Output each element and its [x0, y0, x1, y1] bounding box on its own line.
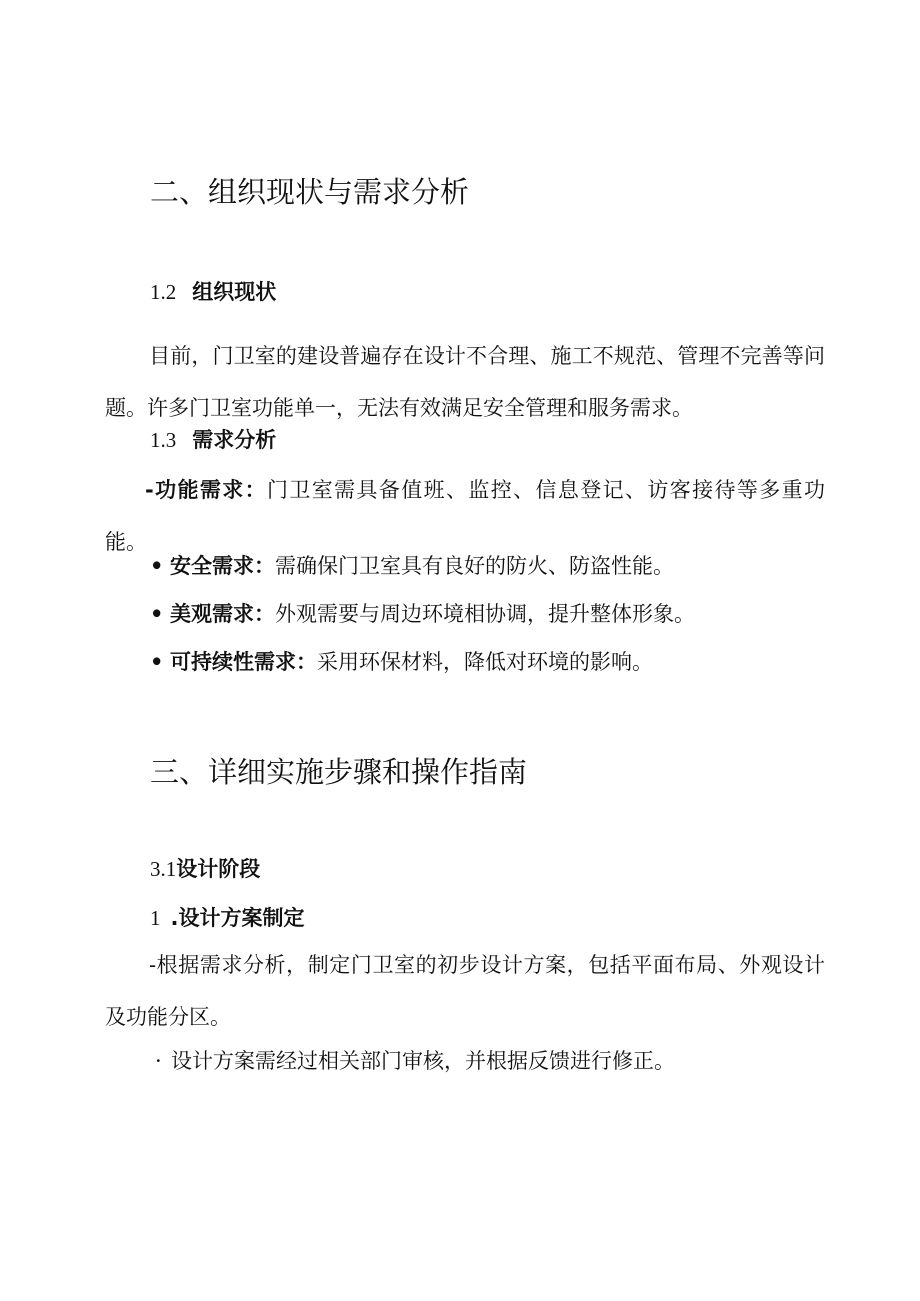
section-2-heading: 二、组织现状与需求分析	[150, 175, 470, 209]
functional-need-text: 门卫室需具备值班、监控、信息登记、访客接待等多重功能。	[105, 478, 826, 554]
bullet-item-safety	[150, 550, 674, 580]
design-plan-paragraph	[105, 939, 825, 1043]
subsection-title: 需求分析	[192, 428, 277, 452]
subsection-3-1-heading	[150, 853, 260, 883]
subsection-number: 3.1	[150, 857, 177, 881]
status-paragraph	[105, 330, 825, 434]
design-plan-text: -根据需求分析，制定门卫室的初步设计方案，包括平面布局、外观设计及功能分区。	[105, 953, 825, 1029]
subsection-number: 1.2	[150, 280, 177, 304]
item-1-heading	[150, 902, 304, 932]
subsection-1-2-heading	[150, 276, 276, 306]
review-text: 设计方案需经过相关部门审核，并根据反馈进行修正。	[171, 1049, 675, 1073]
bullet-item-aesthetic	[150, 598, 695, 628]
subsection-title: 组织现状	[192, 280, 277, 304]
bullet-icon: •	[150, 601, 164, 626]
section-3-heading: 三、详细实施步骤和操作指南	[150, 755, 528, 789]
bullet-text: 采用环保材料，降低对环境的影响。	[317, 650, 653, 674]
subsection-title: 设计阶段	[176, 857, 261, 881]
bullet-label: 安全需求：	[170, 554, 275, 578]
bullet-icon: •	[150, 649, 164, 674]
bullet-text: 需确保门卫室具有良好的防火、防盗性能。	[275, 554, 674, 578]
item-title: .设计方案制定	[170, 906, 305, 930]
review-item	[155, 1045, 675, 1075]
dash-prefix: -	[145, 478, 154, 502]
subsection-number: 1.3	[150, 428, 177, 452]
item-number: 1	[150, 906, 161, 930]
subsection-1-3-heading	[150, 424, 276, 454]
functional-need-label: 功能需求：	[153, 478, 267, 502]
status-text: 目前，门卫室的建设普遍存在设计不合理、施工不规范、管理不完善等问题。许多门卫室功能单一，无法有效满足安全管理和服务需求。	[105, 344, 825, 420]
bullet-icon: •	[150, 553, 164, 578]
bullet-item-sustainability	[150, 646, 653, 676]
bullet-text: 外观需要与周边环境相协调，提升整体形象。	[275, 602, 695, 626]
bullet-label: 美观需求：	[170, 602, 275, 626]
dot-icon: ·	[155, 1049, 162, 1073]
bullet-label: 可持续性需求：	[170, 650, 317, 674]
